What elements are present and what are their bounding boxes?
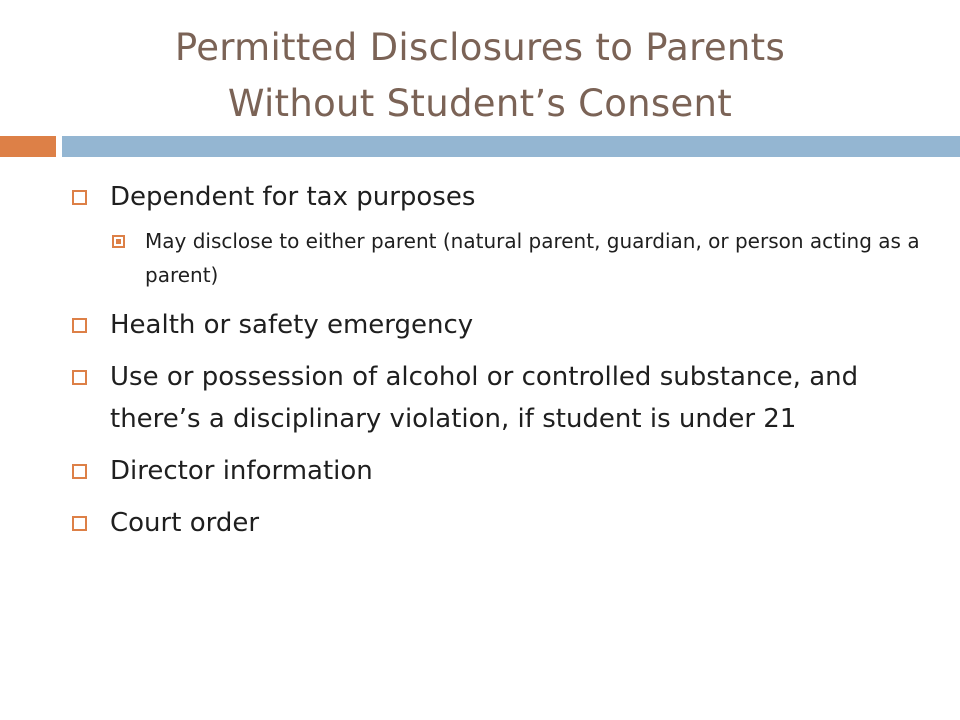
bullet-item-health-safety (72, 304, 932, 346)
bullet-item-alcohol-substance (72, 356, 932, 440)
sub-bullet-text: May disclose to either parent (natural parent, guardian, or person acting as a parent) (145, 229, 920, 287)
sub-bullet-item-either-parent (72, 224, 932, 292)
bullet-list (72, 176, 932, 550)
accent-bar-orange (0, 136, 56, 157)
bullet-text: Court order (110, 508, 260, 538)
slide-title-line-2: Without Student’s Consent (227, 82, 733, 125)
slide-title (40, 20, 920, 132)
bullet-text: Director information (110, 456, 373, 486)
square-bullet-icon (72, 464, 87, 479)
slide-title-line-1: Permitted Disclosures to Parents (174, 26, 786, 69)
square-bullet-icon (72, 516, 87, 531)
square-bullet-icon (72, 318, 87, 333)
bullet-item-director-information (72, 450, 932, 492)
square-bullet-icon (72, 370, 87, 385)
accent-bar-blue (62, 136, 960, 157)
bullet-text: Use or possession of alcohol or controlled substance, and there’s a disciplinary violation, if student is under 21 (110, 362, 859, 434)
bullet-text: Dependent for tax purposes (110, 182, 476, 212)
square-bullet-icon (72, 190, 87, 205)
bullet-item-court-order (72, 502, 932, 544)
bullet-text: Health or safety emergency (110, 310, 474, 340)
filled-square-bullet-icon (112, 235, 125, 248)
bullet-item-dependent-tax (72, 176, 932, 218)
